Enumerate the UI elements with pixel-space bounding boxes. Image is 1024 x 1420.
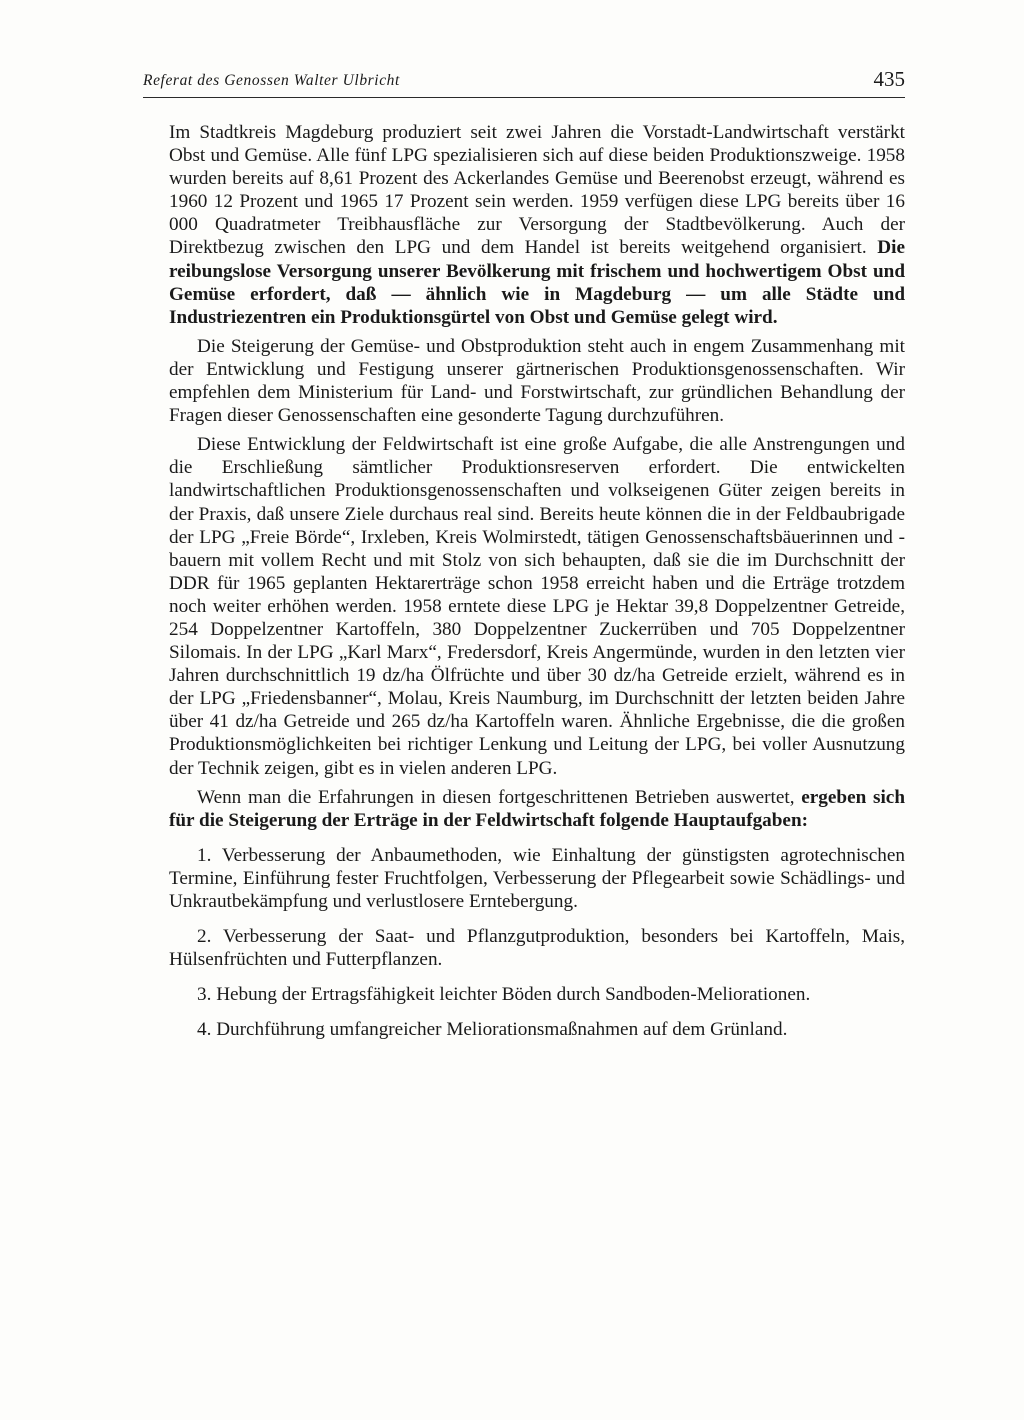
paragraph-2-text: Die Steigerung der Gemüse- und Obstproduktion steht auch in engem Zusammenhang mit der Entwicklung und Festigung unserer gärtnerischen Produktionsgenossenschaften. Wir empfehlen dem Ministerium für Land- und Forstwirtschaft, zur gründlichen Behandlung der Fragen dieser Genossenschaften eine gesonderte Tagung durchzuführen. <box>169 335 905 427</box>
paragraph-4-text: Wenn man die Erfahrungen in diesen fortgeschrittenen Betrieben auswertet, <box>197 786 802 808</box>
paragraph-3-text: Diese Entwicklung der Feldwirtschaft ist eine große Aufgabe, die alle Anstrengungen und die Erschließung sämtlicher Produktionsreserven erfordert. Die entwickelten landwirtschaftlichen Produktionsgenossenschaften und volkseigenen Güter zeigen bereits in der Praxis, daß unsere Ziele durchaus real sind. Bereits heute können die in der Feldbaubrigade der LPG „Freie Börde“, Irxleben, Kreis Wolmirstedt, tätigen Genossenschaftsbäuerinnen und -bauern mit vollem Recht und mit Stolz von sich behaupten, daß sie die im Durchschnitt der DDR für 1965 geplanten Hektarerträge schon 1958 erreicht haben und die Erträge trotzdem noch weiter erhöhen werden. 1958 erntete diese LPG je Hektar 39,8 Doppelzentner Getreide, 254 Doppelzentner Kartoffeln, 380 Doppelzentner Zuckerrüben und 705 Doppelzentner Silomais. In der LPG „Karl Marx“, Fredersdorf, Kreis Angermünde, wurden in den letzten vier Jahren durchschnittlich 19 dz/ha Ölfrüchte und über 30 dz/ha Getreide erzielt, während es in der LPG „Friedensbanner“, Molau, Kreis Naumburg, im Durchschnitt der letzten beiden Jahre über 41 dz/ha Getreide und 265 dz/ha Kartoffeln waren. Ähnliche Ergebnisse, die die großen Produktionsmöglichkeiten bei richtiger Lenkung und Leitung der LPG, bei voller Ausnutzung der Technik zeigen, gibt es in vielen anderen LPG. <box>169 434 905 779</box>
paragraph-3 <box>169 433 905 779</box>
paragraph-4 <box>169 786 905 832</box>
page-header <box>143 64 905 94</box>
paragraph-1-bold: Die reibungslose Versorgung unserer Bevölkerung mit frischem und hochwertigem Obst und Gemüse erfordert, daß — ähnlich wie in Magdeburg — um alle Städte und Industriezentren ein Produktionsgürtel von Obst und Gemüse gelegt wird. <box>169 237 905 328</box>
paragraph-4-bold: ergeben sich für die Steigerung der Erträge in der Feldwirtschaft folgende Hauptaufgaben: <box>169 786 905 831</box>
list-item: 3. Hebung der Ertragsfähigkeit leichter Böden durch Sandboden-Meliorationen. <box>197 984 811 1006</box>
page-number: 435 <box>873 67 905 91</box>
header-rule <box>143 97 905 98</box>
paragraph-2 <box>169 335 905 427</box>
list-item: 4. Durchführung umfangreicher Meliorationsmaßnahmen auf dem Grünland. <box>197 1019 788 1041</box>
list-item: 1. Verbesserung der Anbaumethoden, wie Einhaltung der günstigsten agrotechnischen Termine, Einführung fester Fruchtfolgen, Verbesserung der Pflegearbeit sowie Schädlings- und Unkrautbekämpfung und verlustlosere Erntebergung. <box>169 844 905 912</box>
paragraph-1-text: Im Stadtkreis Magdeburg produziert seit zwei Jahren die Vorstadt-Landwirtschaft verstärkt Obst und Gemüse. Alle fünf LPG spezialisieren sich auf diese beiden Produktionszweige. 1958 wurden bereits auf 8,61 Prozent des Ackerlandes Gemüse und Beerenobst erzeugt, während es 1960 12 Prozent und 1965 17 Prozent sein werden. 1959 verfügen diese LPG bereits über 16 000 Quadratmeter Treibhausfläche zur Versorgung der Stadtbevölkerung. Auch der Direktbezug zwischen den LPG und dem Handel ist bereits weitgehend organisiert. <box>169 122 905 259</box>
list-item: 2. Verbesserung der Saat- und Pflanzgutproduktion, besonders bei Kartoffeln, Mais, Hülsenfrüchten und Futterpflanzen. <box>169 926 905 971</box>
body-text <box>169 121 905 1041</box>
paragraph-1 <box>169 121 905 329</box>
running-head: Referat des Genossen Walter Ulbricht <box>143 72 400 89</box>
